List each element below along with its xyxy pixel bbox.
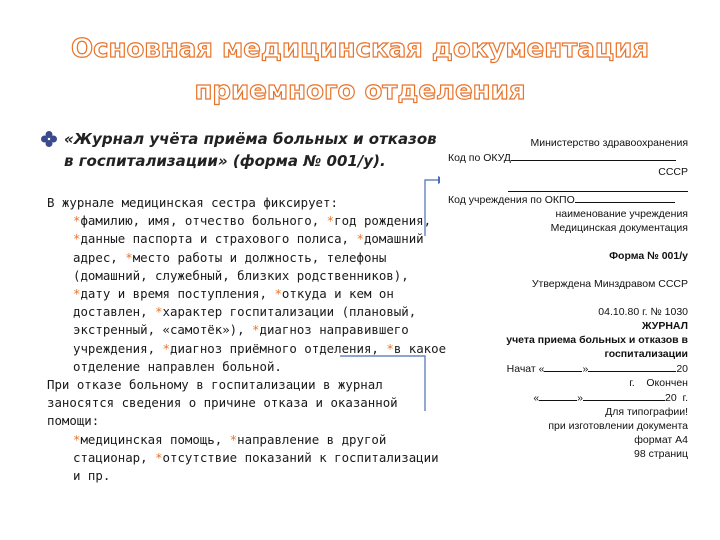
diamond-bullet-icon — [40, 130, 58, 148]
title-line-2: приемного отделения — [194, 76, 526, 106]
form-okud: Код по ОКУД — [448, 152, 511, 164]
list-item: данные паспорта и страхового полиса, — [80, 231, 350, 247]
form-okpo-row — [448, 192, 688, 207]
bullet-heading-text: «Журнал учёта приёма больных и отказов в госпитализации» (форма № 001/у). — [64, 130, 437, 170]
form-pages: 98 страниц — [633, 448, 688, 460]
p1-items: *фамилию, имя, отчество больного, *год рождения, *данные паспорта и страхового полиса, *домашний адрес, *место работы и должность, телефоны (домашний, служебный, близких родственников), *дату и время поступления, *откуда и кем он доставлен, *характер госпитализации (плановый, экстренный, «самотёк»), *диагноз направившего учреждения, *диагноз приёмного отделения, *в какое отделение направлен больной. — [73, 213, 447, 374]
form-approved: Утверждена Минздравом СССР — [531, 278, 688, 290]
list-item: в какое отделение направлен больной. — [73, 340, 447, 374]
form-blank-line — [508, 179, 688, 192]
form-sample — [448, 136, 688, 461]
form-finished-date-row: « » 20 г. — [533, 392, 688, 404]
list-item: домашний адрес, — [73, 231, 424, 265]
form-finished-row: г. Окончен — [629, 377, 688, 389]
list-item: фамилию, имя, отчество больного, — [80, 213, 320, 229]
list-item: дату и время поступления, — [80, 286, 267, 302]
list-item: характер госпитализации (плановый, экстренный, «самотёк»), — [73, 304, 417, 338]
form-journal: ЖУРНАЛ — [642, 320, 688, 332]
list-item: медицинская помощь, — [80, 431, 223, 447]
form-med-doc: Медицинская документация — [550, 222, 688, 234]
list-item: диагноз направившего учреждения, — [73, 322, 409, 356]
p2-items: *медицинская помощь, *направление в другой стационар, *отсутствие показаний к госпитализации и пр. — [73, 431, 439, 484]
list-item: диагноз приёмного отделения, — [170, 340, 379, 356]
form-number: Форма № 001/у — [609, 250, 688, 262]
form-format: формат А4 — [634, 434, 688, 446]
p1-intro: В журнале медицинская сестра фиксирует: — [47, 195, 338, 210]
p2-intro: При отказе больному в госпитализации в журнал заносятся сведения о причине отказа и оказанной помощи: — [47, 377, 398, 429]
form-ussr: СССР — [658, 166, 688, 178]
form-okud-row — [448, 150, 688, 165]
list-item: место работы и должность, телефоны (домашний, служебный, близких родственников), — [73, 249, 409, 283]
arrow-connector — [340, 176, 440, 416]
form-date: 04.10.80 г. № 1030 — [598, 306, 688, 318]
form-print-note: при изготовлении документа — [548, 420, 688, 432]
form-inst-name: наименование учреждения — [555, 208, 688, 220]
list-item: отсутствие показаний к госпитализации и пр. — [73, 449, 439, 484]
page-title — [0, 28, 720, 112]
list-item: откуда и кем он доставлен, — [73, 286, 394, 320]
form-okpo: Код учреждения по ОКПО — [448, 194, 575, 206]
form-ministry: Министерство здравоохранения — [530, 137, 688, 149]
list-item: год рождения, — [334, 213, 432, 229]
form-started-row: Начат « » 20 — [506, 363, 688, 375]
form-journal-desc: учета приема больных и отказов в госпитализации — [506, 334, 688, 360]
title-line-1: Основная медицинская документация — [70, 34, 650, 64]
bullet-heading — [40, 128, 440, 172]
list-item: направление в другой стационар, — [73, 431, 387, 465]
form-typography: Для типографии! — [605, 406, 688, 418]
